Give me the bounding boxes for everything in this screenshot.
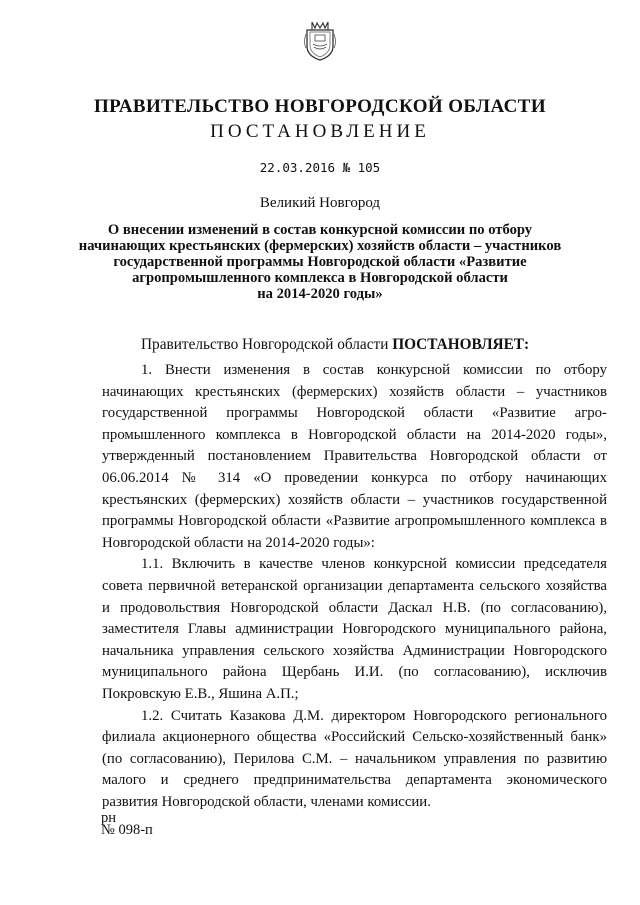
city: Великий Новгород	[259, 195, 381, 211]
intro-resolves: ПОСТАНОВЛЯЕТ:	[392, 336, 530, 353]
date-number: 22.03.2016 № 105	[259, 160, 381, 175]
paragraph: 1.2. Считать Казакова Д.М. директором Новгородского регионального филиала акционерного общества «Российский Сельско-хозяйственный банк» (по согласованию), Перилова С.М. – начальником управления по развитию малого и среднего предпринимательства департамента экономического развития Новгородской области, членами комиссии.	[102, 707, 607, 810]
title-line: агропромышленного комплекса в Новгородской области	[132, 270, 508, 286]
intro-text: Правительство Новгородской области	[141, 336, 393, 353]
title-line: начинающих крестьянских (фермерских) хозяйств области – участников	[78, 238, 562, 254]
footer-code	[101, 812, 153, 836]
footer-number: № 098-п	[101, 822, 153, 838]
footer-initials: рн	[101, 810, 117, 826]
title-line: государственной программы Новгородской области «Развитие	[113, 254, 527, 270]
document-title	[60, 222, 580, 302]
government-name: ПРАВИТЕЛЬСТВО НОВГОРОДСКОЙ ОБЛАСТИ	[94, 96, 546, 117]
document-body	[102, 360, 607, 813]
paragraph: 1.1. Включить в качестве членов конкурсной комиссии председателя совета первичной ветеранской организации департамента сельского хозяйства и продовольствия Новгородской области Даскал Н.В. (по согласованию), заместителя Главы администрации Новгородского муниципального района, начальника управления сельского хозяйства Администрации Новгородского муниципального района Щербань И.И. (по согласованию), исключив Покровскую Е.В., Яшина А.П.;	[102, 556, 607, 702]
title-line: на 2014-2020 годы»	[257, 286, 383, 302]
paragraph: 1. Внести изменения в состав конкурсной комиссии по отбору начинающих крестьянских (фермерских) хозяйств области – участников государственной программы Новгородской области «Развитие агро-промышленного комплекса в Новгородской области на 2014-2020 годы», утвержденный постановлением Правительства Новгородской области от 06.06.2014 № 314 «О проведении конкурса по отбору начинающих крестьянских (фермерских) хозяйств области – участников государственной программы Новгородской области «Развитие агропромышленного комплекса в Новгородской области на 2014-2020 годы»:	[102, 362, 607, 551]
document-type: ПОСТАНОВЛЕНИЕ	[210, 121, 430, 142]
title-line: О внесении изменений в состав конкурсной комиссии по отбору	[107, 222, 533, 238]
intro-line	[141, 336, 529, 354]
coat-of-arms-icon	[303, 18, 337, 62]
